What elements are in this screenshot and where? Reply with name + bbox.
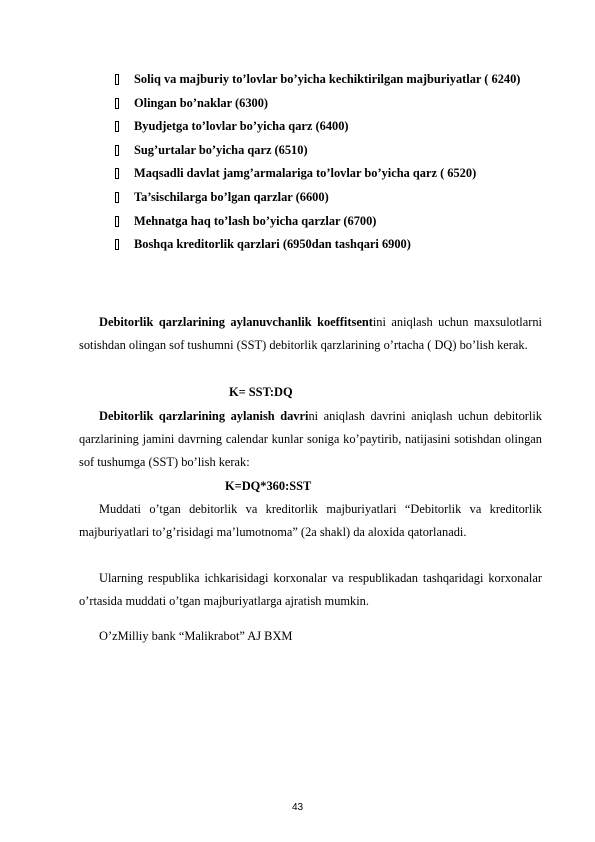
- paragraph-separation: Ularning respublika ichkarisidagi korxonalar va respublikadan tashqaridagi korxonalar o’rtasida muddati o’tgan majburiyatlarga ajratish mumkin.: [79, 571, 542, 609]
- term-bold: Debitorlik qarzlarining aylanish davri: [99, 409, 309, 423]
- paragraph-turnover-period: [79, 405, 542, 475]
- paragraph-text: ni aniqlash davrini aniqlash uchun debitorlik qarzlarining jamini davrning calendar kunlar soniga ko’paytirib, natijasini sotishdan olingan sof tushumga (SST) bo’lish kerak:: [79, 409, 542, 470]
- formula-period: K=DQ*360:SST: [225, 479, 312, 493]
- list-item: Maqsadli davlat jamg’armalariga to’lovlar bo’yicha qarz ( 6520): [112, 162, 542, 186]
- list-item: Sug’urtalar bo’yicha qarz (6510): [112, 139, 542, 163]
- formula-turnover: K= SST:DQ: [229, 385, 293, 399]
- bullet-icon: [115, 98, 119, 109]
- bullet-icon: [115, 216, 119, 227]
- bullet-icon: [115, 168, 119, 179]
- paragraph-bank: O’zMilliy bank “Malikrabot” AJ BXM: [99, 629, 293, 643]
- list-item: Olingan bo’naklar (6300): [112, 92, 542, 116]
- list-item: Soliq va majburiy to’lovlar bo’yicha kechiktirilgan majburiyatlar ( 6240): [112, 68, 542, 92]
- bullet-icon: [115, 239, 119, 250]
- paragraph-turnover-ratio: [79, 311, 542, 357]
- bullet-icon: [115, 145, 119, 156]
- list-item: Mehnatga haq to’lash bo’yicha qarzlar (6700): [112, 210, 542, 234]
- bullet-icon: [115, 192, 119, 203]
- list-item: Boshqa kreditorlik qarzlari (6950dan tashqari 6900): [112, 233, 542, 257]
- paragraph-text: ini aniqlash uchun maxsulotlarni sotishdan olingan sof tushumni (SST) debitorlik qarzlarining o’rtacha ( DQ) bo’lish kerak.: [79, 315, 542, 353]
- bullet-icon: [115, 121, 119, 132]
- list-item: Ta’sischilarga bo’lgan qarzlar (6600): [112, 186, 542, 210]
- bullet-icon: [115, 74, 119, 85]
- paragraph-overdue: Muddati o’tgan debitorlik va kreditorlik majburiyatlari “Debitorlik va kreditorlik majburiyatlari to’g’risidagi ma’lumotnoma” (2a shakl) da aloxida qatorlanadi.: [79, 502, 542, 540]
- page-number: 43: [291, 802, 304, 813]
- bullet-list: [112, 68, 542, 257]
- list-item: Byudjetga to’lovlar bo’yicha qarz (6400): [112, 115, 542, 139]
- term-bold: Debitorlik qarzlarining aylanuvchanlik koeffitsent: [99, 315, 373, 329]
